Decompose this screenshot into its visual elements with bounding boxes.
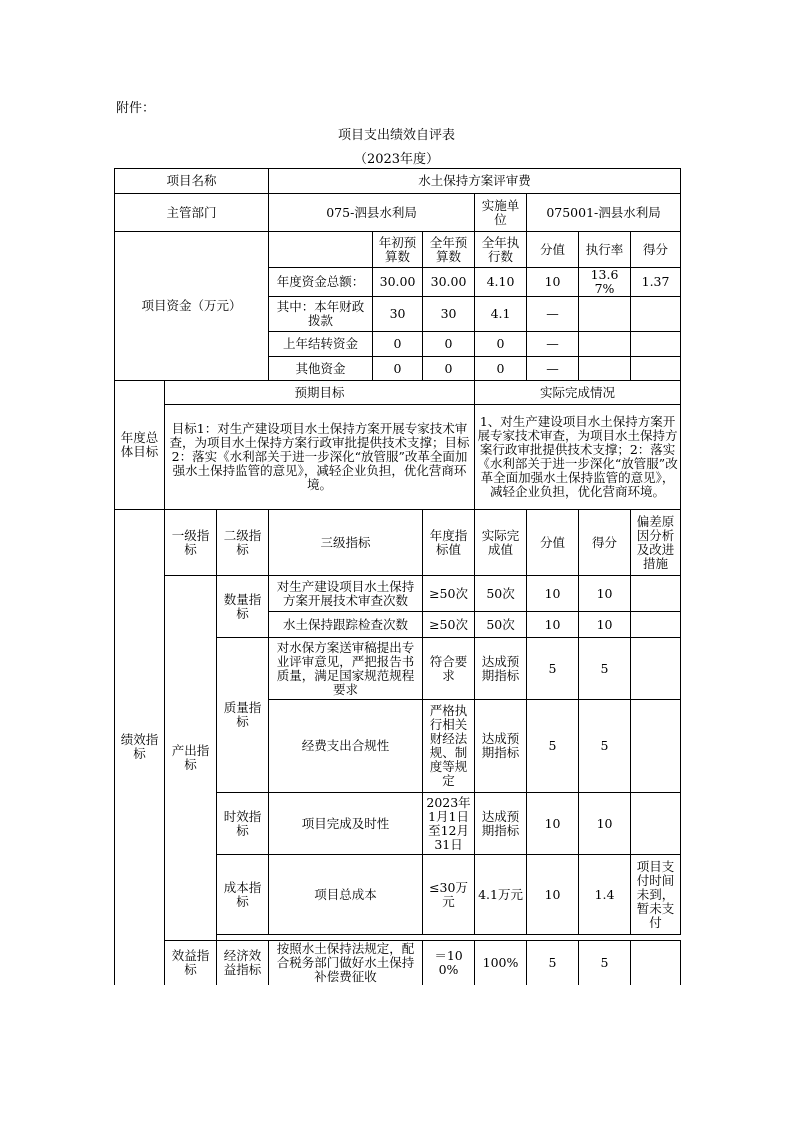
funds-rate bbox=[579, 297, 631, 332]
funds-exec: 0 bbox=[475, 332, 527, 357]
indicator-actual: 100% bbox=[475, 941, 527, 985]
funds-exec: 4.1 bbox=[475, 297, 527, 332]
funds-row-label: 上年结转资金 bbox=[269, 332, 373, 357]
funds-init: 30.00 bbox=[373, 268, 423, 297]
output-indicator-label: 产出指标 bbox=[165, 576, 217, 941]
target-header: 年度指标值 bbox=[423, 510, 475, 576]
exec-rate-header: 执行率 bbox=[579, 232, 631, 268]
level3-header: 三级指标 bbox=[269, 510, 423, 576]
funds-header-row bbox=[115, 232, 681, 268]
indicator-note bbox=[631, 638, 681, 700]
indicator-name: 对生产建设项目水土保持方案开展技术审查次数 bbox=[269, 576, 423, 612]
indicator-score: 10 bbox=[579, 576, 631, 612]
actual-goal-header: 实际完成情况 bbox=[475, 381, 681, 405]
implementer-value: 075001-泗县水利局 bbox=[527, 194, 681, 232]
funds-full: 0 bbox=[423, 332, 475, 357]
indicator-note: 项目支付时间未到，暂未支付 bbox=[631, 855, 681, 935]
indicator-name: 经费支出合规性 bbox=[269, 700, 423, 793]
funds-value: — bbox=[527, 357, 579, 381]
quality-indicator-label: 质量指标 bbox=[217, 638, 269, 793]
funds-score: 1.37 bbox=[631, 268, 681, 297]
funds-rate bbox=[579, 357, 631, 381]
project-name-value: 水土保持方案评审费 bbox=[269, 169, 681, 194]
funds-score bbox=[631, 297, 681, 332]
indicator-score: 5 bbox=[579, 638, 631, 700]
funds-score bbox=[631, 357, 681, 381]
actual-goal-text: 1、对生产建设项目水土保持方案开展专家技术审查，为项目水土保持方案行政审批提供技术支撑；2：落实《水利部关于进一步深化“放管服”改革全面加强水土保持监管的意见》，减轻企业负担，优化营商环境。 bbox=[475, 405, 681, 510]
indicator-value: 10 bbox=[527, 576, 579, 612]
indicator-note bbox=[631, 941, 681, 985]
indicator-note bbox=[631, 612, 681, 638]
funds-score bbox=[631, 332, 681, 357]
attachment-label: 附件： bbox=[116, 101, 156, 116]
funds-row-label: 其他资金 bbox=[269, 357, 373, 381]
indicator-target: 符合要求 bbox=[423, 638, 475, 700]
project-name-row bbox=[115, 169, 681, 194]
funds-exec: 0 bbox=[475, 357, 527, 381]
value-header: 分值 bbox=[527, 510, 579, 576]
funds-row-label: 年度资金总额： bbox=[269, 268, 373, 297]
indicator-note bbox=[631, 576, 681, 612]
indicator-actual: 50次 bbox=[475, 612, 527, 638]
time-indicator-label: 时效指标 bbox=[217, 793, 269, 855]
funds-init: 30 bbox=[373, 297, 423, 332]
performance-evaluation-table bbox=[114, 168, 681, 985]
expected-goal-header: 预期目标 bbox=[165, 381, 475, 405]
indicator-actual: 4.1万元 bbox=[475, 855, 527, 935]
quantity-indicator-label: 数量指标 bbox=[217, 576, 269, 638]
actual-header: 实际完成值 bbox=[475, 510, 527, 576]
indicator-row bbox=[115, 941, 681, 985]
implementer-label: 实施单位 bbox=[475, 194, 527, 232]
department-row bbox=[115, 194, 681, 232]
goals-label: 年度总体目标 bbox=[115, 381, 165, 510]
indicator-actual: 50次 bbox=[475, 576, 527, 612]
indicator-value: 5 bbox=[527, 700, 579, 793]
indicator-target: ≥50次 bbox=[423, 576, 475, 612]
funds-row-label: 其中：本年财政拨款 bbox=[269, 297, 373, 332]
indicator-value: 5 bbox=[527, 941, 579, 985]
expected-goal-text: 目标1：对生产建设项目水土保持方案开展专家技术审查，为项目水土保持方案行政审批提供技术支撑；目标2：落实《水利部关于进一步深化“放管服”改革全面加强水土保持监管的意见》，减轻企业负担，优化营商环境。 bbox=[165, 405, 475, 510]
indicator-row bbox=[115, 576, 681, 612]
economic-indicator-label: 经济效益指标 bbox=[217, 941, 269, 985]
indicator-target: 严格执行相关财经法规、制度等规定 bbox=[423, 700, 475, 793]
indicator-score: 10 bbox=[579, 793, 631, 855]
funds-header-blank bbox=[269, 232, 373, 268]
funds-full: 30 bbox=[423, 297, 475, 332]
indicator-value: 10 bbox=[527, 793, 579, 855]
funds-full: 0 bbox=[423, 357, 475, 381]
funds-full: 30.00 bbox=[423, 268, 475, 297]
indicator-name: 对水保方案送审稿提出专业评审意见，严把报告书质量，满足国家规范规程要求 bbox=[269, 638, 423, 700]
funds-rate bbox=[579, 332, 631, 357]
indicator-header-row bbox=[115, 510, 681, 576]
indicator-target: ≥50次 bbox=[423, 612, 475, 638]
benefit-indicator-label: 效益指标 bbox=[165, 941, 217, 985]
indicator-score: 1.4 bbox=[579, 855, 631, 935]
goals-header-row bbox=[115, 381, 681, 405]
funds-init: 0 bbox=[373, 332, 423, 357]
cost-indicator-label: 成本指标 bbox=[217, 855, 269, 935]
indicator-value: 5 bbox=[527, 638, 579, 700]
form-year: （2023年度） bbox=[353, 152, 440, 167]
level2-header: 二级指标 bbox=[217, 510, 269, 576]
funds-init: 0 bbox=[373, 357, 423, 381]
goals-row bbox=[115, 405, 681, 510]
funds-rate: 13.67% bbox=[579, 268, 631, 297]
indicator-name: 按照水土保持法规定，配合税务部门做好水土保持补偿费征收 bbox=[269, 941, 423, 985]
indicator-score: 5 bbox=[579, 700, 631, 793]
funds-exec: 4.10 bbox=[475, 268, 527, 297]
score-value-header: 分值 bbox=[527, 232, 579, 268]
indicator-note bbox=[631, 700, 681, 793]
funds-value: — bbox=[527, 332, 579, 357]
executed-header: 全年执行数 bbox=[475, 232, 527, 268]
department-label: 主管部门 bbox=[115, 194, 269, 232]
form-title: 项目支出绩效自评表 bbox=[337, 128, 455, 143]
indicator-actual: 达成预期指标 bbox=[475, 638, 527, 700]
funds-value: — bbox=[527, 297, 579, 332]
indicator-value: 10 bbox=[527, 612, 579, 638]
funds-value: 10 bbox=[527, 268, 579, 297]
indicator-actual: 达成预期指标 bbox=[475, 700, 527, 793]
funds-label: 项目资金（万元） bbox=[115, 232, 269, 381]
indicator-target: ≤30万元 bbox=[423, 855, 475, 935]
indicator-value: 10 bbox=[527, 855, 579, 935]
indicator-target: ＝100% bbox=[423, 941, 475, 985]
score-header: 得分 bbox=[631, 232, 681, 268]
indicator-name: 水土保持跟踪检查次数 bbox=[269, 612, 423, 638]
indicator-score: 5 bbox=[579, 941, 631, 985]
indicator-name: 项目总成本 bbox=[269, 855, 423, 935]
score-header: 得分 bbox=[579, 510, 631, 576]
indicator-note bbox=[631, 793, 681, 855]
level1-header: 一级指标 bbox=[165, 510, 217, 576]
full-budget-header: 全年预算数 bbox=[423, 232, 475, 268]
init-budget-header: 年初预算数 bbox=[373, 232, 423, 268]
indicators-label: 绩效指标 bbox=[115, 510, 165, 985]
deviation-header: 偏差原因分析及改进措施 bbox=[631, 510, 681, 576]
department-value: 075-泗县水利局 bbox=[269, 194, 475, 232]
project-name-label: 项目名称 bbox=[115, 169, 269, 194]
indicator-score: 10 bbox=[579, 612, 631, 638]
indicator-actual: 达成预期指标 bbox=[475, 793, 527, 855]
indicator-name: 项目完成及时性 bbox=[269, 793, 423, 855]
indicator-target: 2023年1月1日至12月31日 bbox=[423, 793, 475, 855]
